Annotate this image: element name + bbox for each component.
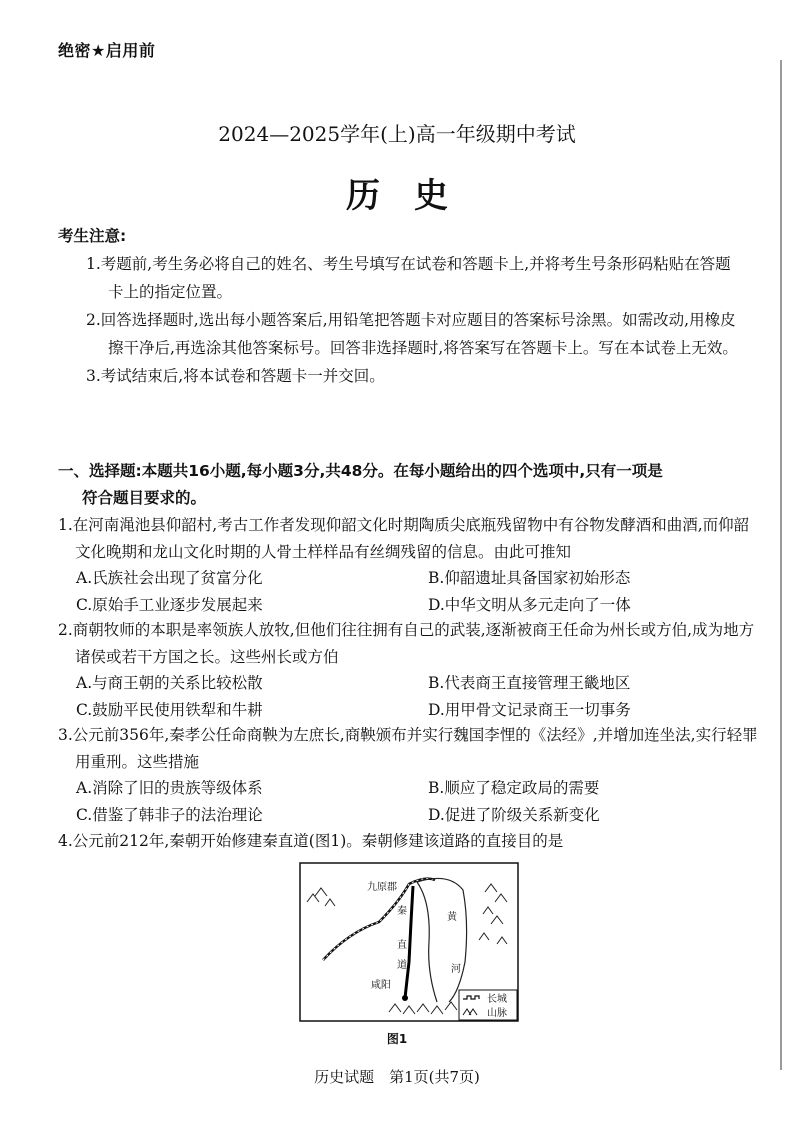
notice-item: 2.回答选择题时,选出每小题答案后,用铅笔把答题卡对应题目的答案标号涂黑。如需改动,用橡皮擦干净后,再选涂其他答案标号。回答非选择题时,将答案写在答题卡上。写在本试卷上无效。 — [86, 311, 738, 357]
option-b: B.顺应了稳定政局的需要 — [428, 779, 600, 797]
option-d: D.促进了阶级关系新变化 — [428, 805, 600, 824]
label-he: 河 — [451, 964, 461, 975]
section-heading — [58, 458, 758, 512]
exam-title: 2024—2025学年(上)高一年级期中考试 — [218, 122, 576, 146]
option-a: A.与商王朝的关系比较松散 — [76, 674, 263, 692]
option-c: C.原始手工业逐步发展起来 — [76, 595, 263, 614]
option-b: B.仰韶遗址具备国家初始形态 — [428, 569, 631, 587]
label-huang: 黄 — [447, 912, 457, 923]
question-2 — [58, 617, 758, 723]
question-options — [58, 670, 758, 723]
legend-wall-label: 长城 — [487, 994, 507, 1005]
question-1 — [58, 512, 758, 618]
question-3 — [58, 722, 758, 828]
legend-mountain-label: 山脉 — [487, 1008, 507, 1019]
notice-list — [86, 250, 746, 390]
option-a: A.氏族社会出现了贫富分化 — [76, 569, 263, 587]
question-stem: 1.在河南渑池县仰韶村,考古工作者发现仰韶文化时期陶质尖底瓶残留物中有谷物发酵酒和曲酒,而仰韶文化晚期和龙山文化时期的人骨土样样品有丝绸残留的信息。由此可推知 — [58, 516, 750, 561]
question-stem: 2.商朝牧师的本职是率领族人放牧,但他们往往拥有自己的武装,逐渐被商王任命为州长或方伯,成为地方诸侯或若干方国之长。这些州长或方伯 — [58, 621, 755, 666]
figure-caption: 图1 — [386, 1032, 408, 1046]
section-heading-line: 符合题目要求的。 — [82, 489, 207, 507]
option-c: C.借鉴了韩非子的法治理论 — [76, 805, 263, 824]
notice-heading: 考生注意: — [58, 227, 127, 245]
section-heading-line: 一、选择题:本题共16小题,每小题3分,共48分。在每小题给出的四个选项中,只有一项是 — [58, 462, 663, 480]
notice-item: 3.考试结束后,将本试卷和答题卡一并交回。 — [86, 367, 385, 385]
option-d: D.中华文明从多元走向了一体 — [428, 595, 631, 614]
label-jiuyuan: 九原郡 — [367, 882, 397, 893]
option-b: B.代表商王直接管理王畿地区 — [428, 674, 631, 692]
label-qin: 秦 — [397, 906, 407, 917]
question-options — [58, 775, 758, 828]
question-stem: 4.公元前212年,秦朝开始修建秦直道(图1)。秦朝修建该道路的直接目的是 — [58, 832, 564, 850]
label-dao: 道 — [397, 960, 407, 971]
page-footer: 历史试题 第1页(共7页) — [314, 1068, 480, 1086]
option-c: C.鼓励平民使用铁犁和牛耕 — [76, 700, 263, 719]
label-xianyang: 咸阳 — [371, 980, 391, 991]
option-a: A.消除了旧的贵族等级体系 — [76, 779, 263, 797]
xianyang-marker — [402, 995, 408, 1001]
question-options — [58, 565, 758, 618]
option-d: D.用甲骨文记录商王一切事务 — [428, 700, 631, 719]
question-stem: 3.公元前356年,秦孝公任命商鞅为左庶长,商鞅颁布并实行魏国李悝的《法经》,并增加连坐法,实行轻罪用重刑。这些措施 — [58, 726, 758, 771]
confidential-mark: 绝密★启用前 — [58, 41, 156, 60]
subject-title: 历史 — [346, 176, 482, 216]
qin-straight-road-map — [299, 862, 519, 1022]
notice-item: 1.考题前,考生务必将自己的姓名、考生号填写在试卷和答题卡上,并将考生号条形码粘贴在答题卡上的指定位置。 — [86, 255, 731, 301]
question-4 — [58, 828, 758, 855]
label-zhi: 直 — [397, 940, 407, 951]
